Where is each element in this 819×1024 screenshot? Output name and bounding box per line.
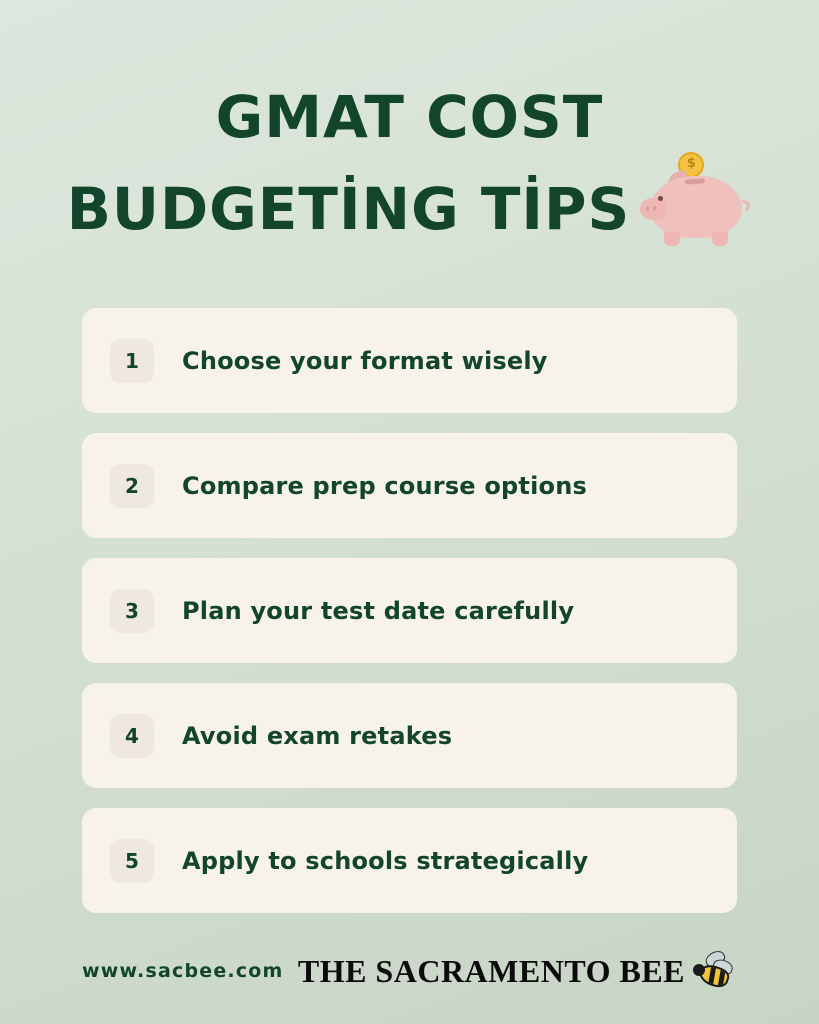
site-url: www.sacbee.com <box>82 960 284 982</box>
tip-number-badge: 4 <box>110 714 154 758</box>
list-item <box>82 308 737 413</box>
coin-symbol: $ <box>686 156 696 171</box>
list-item <box>82 683 737 788</box>
title-block <box>0 0 819 260</box>
page-title-line-1: GMAT COST <box>215 83 604 151</box>
title-line-2-row <box>0 158 819 260</box>
bee-stripe <box>716 966 726 990</box>
piggy-bank-icon <box>640 152 752 260</box>
bee-head <box>693 964 705 976</box>
tip-number-badge: 5 <box>110 839 154 883</box>
bee-stripe <box>707 963 717 990</box>
tip-label: Choose your format wisely <box>182 346 548 375</box>
tip-label: Apply to schools strategically <box>182 846 589 875</box>
tip-label: Compare prep course options <box>182 471 587 500</box>
tip-number-badge: 2 <box>110 464 154 508</box>
brand-name: THE SACRAMENTO BEE <box>297 952 685 989</box>
tip-label: Plan your test date carefully <box>182 596 575 625</box>
footer <box>0 952 819 990</box>
tip-number-badge: 1 <box>110 339 154 383</box>
tips-list <box>82 308 737 913</box>
page-title-line-2: BUDGETİNG TİPS <box>66 175 631 243</box>
bee-icon <box>693 952 737 990</box>
list-item <box>82 808 737 913</box>
list-item <box>82 433 737 538</box>
brand-lockup <box>298 952 737 990</box>
tip-number-badge: 3 <box>110 589 154 633</box>
piggy-leg-left <box>664 232 680 246</box>
piggy-leg-right <box>712 232 728 246</box>
list-item <box>82 558 737 663</box>
tip-label: Avoid exam retakes <box>182 721 453 750</box>
